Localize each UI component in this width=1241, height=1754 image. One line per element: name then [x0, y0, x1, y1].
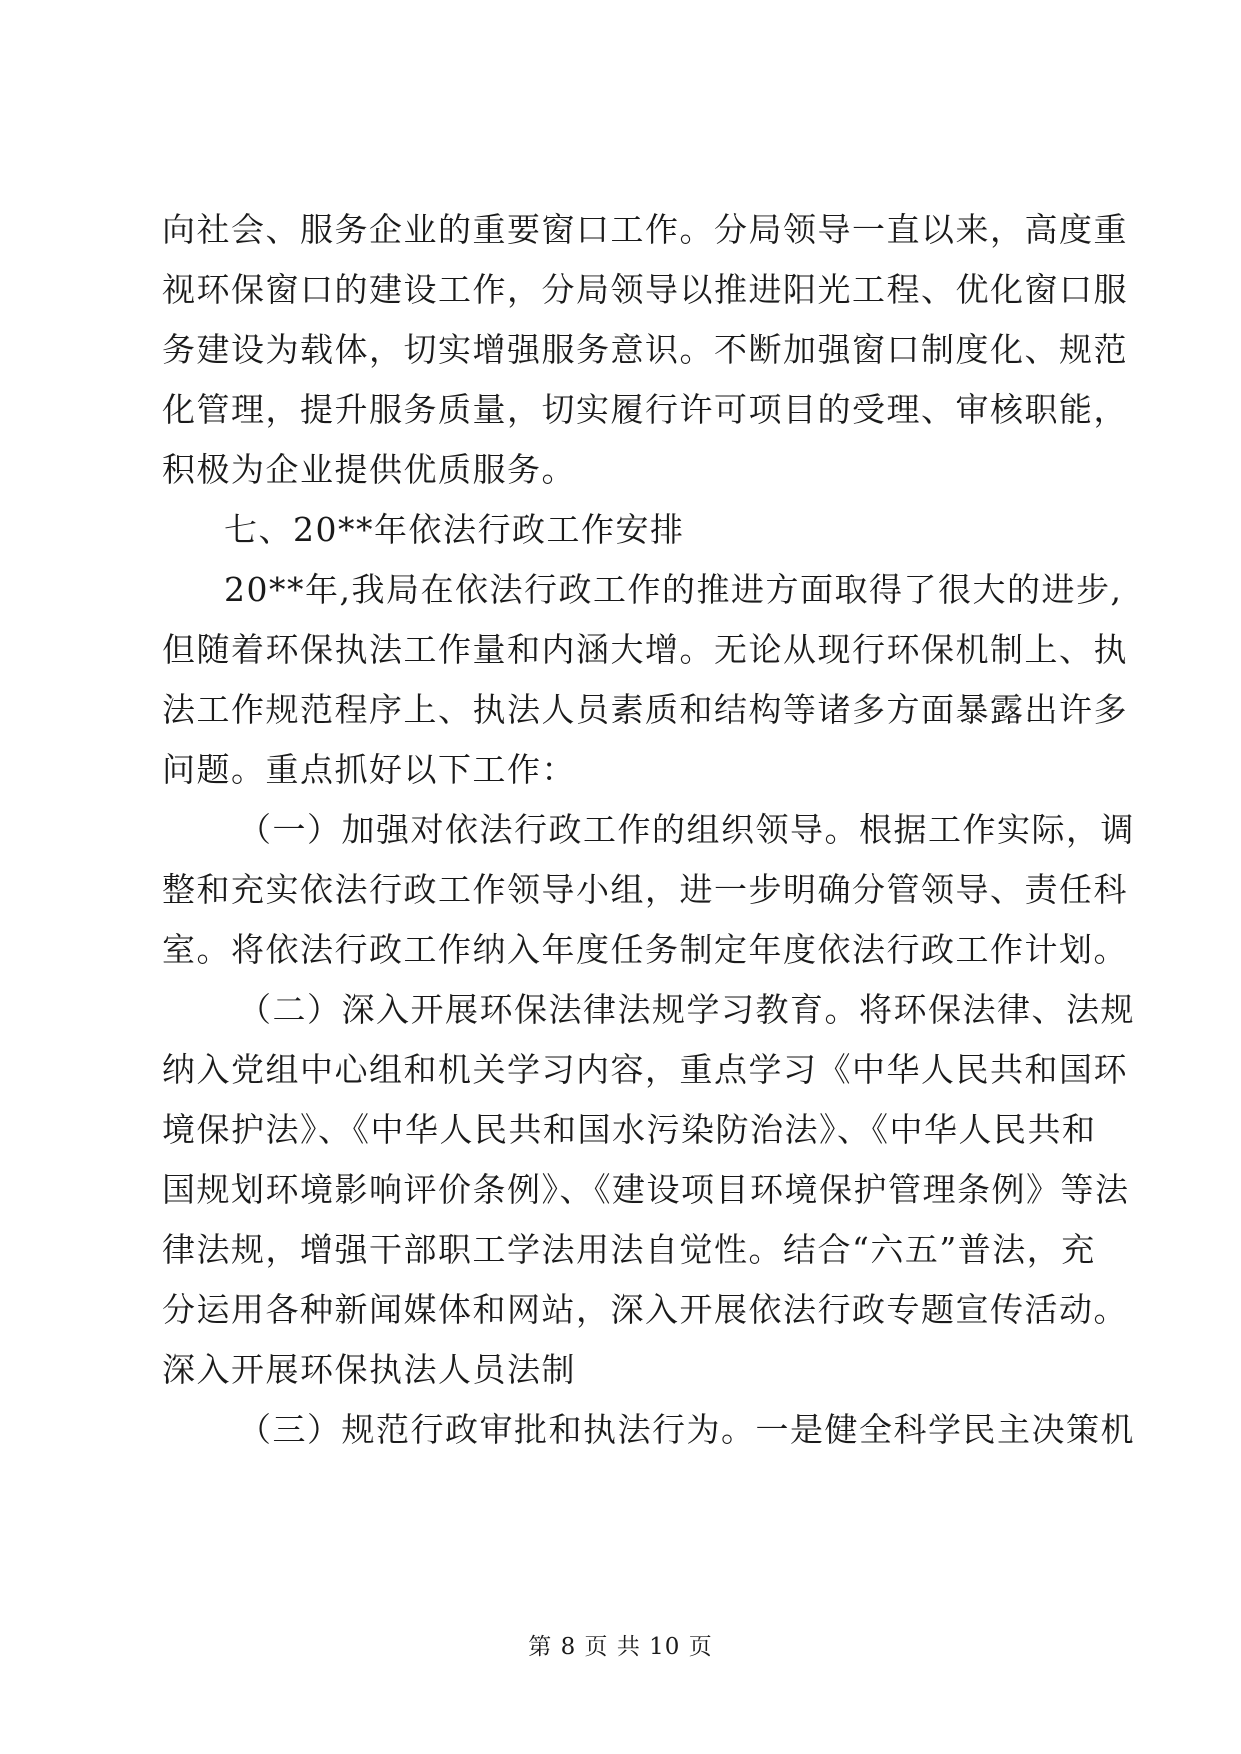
- list-item-heading: （二）深入开展环保法律法规学习教育。将环保法律、法规: [238, 990, 1135, 1029]
- text-line: 国规划环境影响评价条例》、《建设项目环境保护管理条例》等法: [162, 1170, 1130, 1209]
- document-body: [162, 200, 1135, 1460]
- text-line: 化管理，提升服务质量，切实履行许可项目的受理、审核职能，: [162, 390, 1128, 429]
- text-line: 积极为企业提供优质服务。: [162, 450, 576, 489]
- text-line: 法工作规范程序上、执法人员素质和结构等诸多方面暴露出许多: [162, 690, 1128, 729]
- text-line: 务建设为载体，切实增强服务意识。不断加强窗口制度化、规范: [162, 330, 1128, 369]
- text-line: 整和充实依法行政工作领导小组，进一步明确分管领导、责任科: [162, 870, 1128, 909]
- section-heading: 七、20**年依法行政工作安排: [224, 510, 685, 549]
- text-line: 深入开展环保执法人员法制: [162, 1350, 576, 1389]
- list-item-heading: （三）规范行政审批和执法行为。一是健全科学民主决策机: [238, 1410, 1135, 1449]
- page-footer: 第 8 页 共 10 页: [528, 1634, 713, 1660]
- text-line: 律法规，增强干部职工学法用法自觉性。结合“六五”普法，充: [162, 1230, 1096, 1269]
- list-item-heading: （一）加强对依法行政工作的组织领导。根据工作实际，调: [238, 810, 1135, 849]
- text-line: 20**年,我局在依法行政工作的推进方面取得了很大的进步,: [224, 570, 1123, 609]
- text-line: 视环保窗口的建设工作，分局领导以推进阳光工程、优化窗口服: [162, 270, 1128, 309]
- text-line: 但随着环保执法工作量和内涵大增。无论从现行环保机制上、执: [162, 630, 1128, 669]
- text-line: 向社会、服务企业的重要窗口工作。分局领导一直以来，高度重: [162, 210, 1128, 249]
- text-line: 纳入党组中心组和机关学习内容，重点学习《中华人民共和国环: [162, 1050, 1128, 1089]
- text-line: 问题。重点抓好以下工作：: [162, 750, 576, 789]
- text-line: 室。将依法行政工作纳入年度任务制定年度依法行政工作计划。: [162, 930, 1128, 969]
- text-line: 境保护法》、《中华人民共和国水污染防治法》、《中华人民共和: [162, 1110, 1097, 1149]
- text-line: 分运用各种新闻媒体和网站，深入开展依法行政专题宣传活动。: [162, 1290, 1128, 1329]
